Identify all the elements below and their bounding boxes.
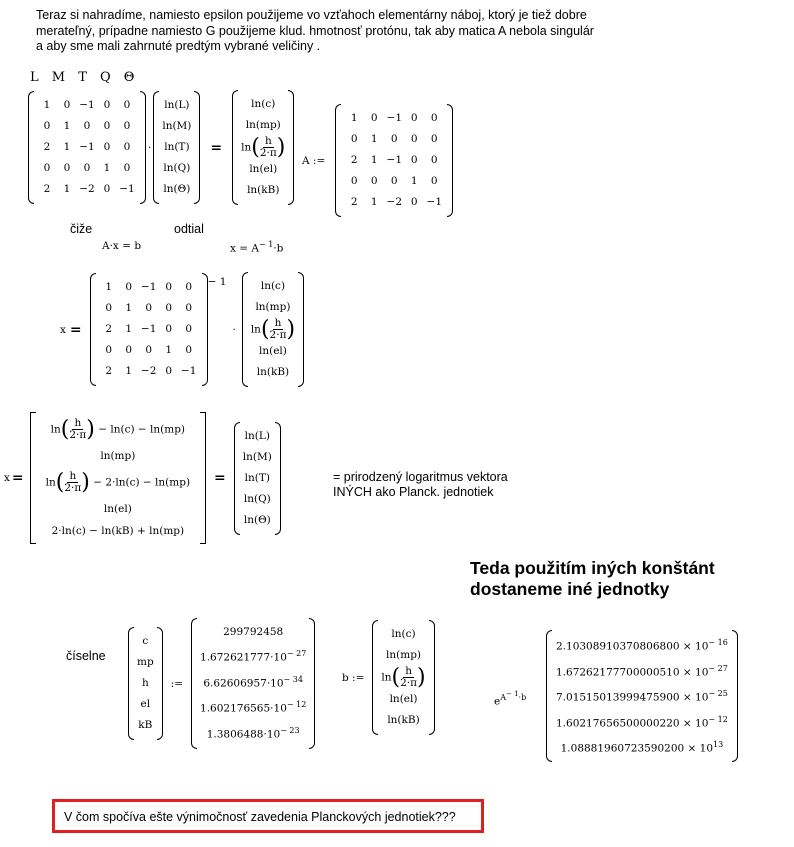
matrix-cell: 0 xyxy=(350,133,358,145)
matrix-cell: 0 xyxy=(43,162,51,174)
question-box xyxy=(52,799,484,833)
matrix-a-left xyxy=(28,91,146,204)
matrix-cell: 0 xyxy=(390,133,398,145)
headline: Teda použitím iných konštánt dostaneme iné jednotky xyxy=(470,558,715,599)
matrix-cell: 0 xyxy=(430,133,438,145)
equation-inverse: x = 1 0 −1 0 0 0 1 0 0 0 2 1 −1 0 0 0 0 0 1 0 2 1 −2 0 −1 $^{- 1}$ · ln(c) ln(mp) ln( $\frac{h}{2\cdot\pi}$ ) ln(el) ln(kB) xyxy=(60,272,304,387)
matrix-cell: 0 xyxy=(145,302,152,314)
matrix-cell: 0 xyxy=(370,112,378,124)
vector-ln-constants xyxy=(232,90,294,205)
eq-ax-b: A·x = b xyxy=(102,240,142,252)
matrix-cell: 0 xyxy=(165,302,172,314)
ln-constant-entry: ln(c) xyxy=(251,98,276,110)
matrix-cell: 0 xyxy=(105,344,112,356)
matrix-cell: 0 xyxy=(103,120,111,132)
matrix-cell: 0 xyxy=(103,183,111,195)
matrix-cell: −1 xyxy=(140,323,157,335)
matrix-cell: 0 xyxy=(410,112,418,124)
matrix-cell: 1 xyxy=(370,133,378,145)
matrix-cell: 1 xyxy=(63,141,71,153)
result-value-entry: $2.10308910370806800 \times 10^{- 16}$ xyxy=(556,638,728,653)
matrix-cell: 1 xyxy=(103,162,111,174)
matrix-cell: 1 xyxy=(43,99,51,111)
equation-result: x = ln( $\frac{h}{2\cdot\pi}$ ) − ln(c) − ln(mp) ln(mp) ln( $\frac{h}{2\cdot\pi}$ ) − 2·ln(c) − ln(mp) ln(el) 2·ln(c) − ln(kB) + ln(mp) = ln(L) ln(M) ln(T) ln(Q) ln(Θ) xyxy=(4,412,281,544)
odtial-label: odtial xyxy=(174,222,204,236)
matrix-cell: 0 xyxy=(123,99,131,111)
matrix-cell: 0 xyxy=(430,175,438,187)
matrix-cell: 0 xyxy=(350,175,358,187)
ln-constant-entry: ln(mp) xyxy=(386,649,422,661)
matrix-cell: 1 xyxy=(350,112,358,124)
matrix-cell: 0 xyxy=(165,323,172,335)
result-symbolic-vector xyxy=(30,412,206,544)
constant-name-entry: h xyxy=(141,677,149,689)
result-value-entry: $1.60217656500000220 \times 10^{- 12}$ xyxy=(556,714,728,729)
ln-unit-entry: ln(M) xyxy=(162,120,192,132)
result-entry: ln(el) xyxy=(103,503,132,515)
matrix-cell: 1 xyxy=(410,175,418,187)
dimension-labels: L M T Q Θ xyxy=(30,70,135,85)
ln-unit-entry: ln(Q) xyxy=(243,492,271,505)
result-numeric-vector xyxy=(546,630,738,762)
matrix-cell: 2 xyxy=(43,141,51,153)
constant-value-entry: $6.62606957\cdot 10^{- 34}$ xyxy=(203,674,303,689)
matrix-cell: 0 xyxy=(103,141,111,153)
matrix-cell: 1 xyxy=(125,323,132,335)
ln-constant-entry: ln(kB) xyxy=(256,366,290,378)
result-value-entry: $1.67262177700000510 \times 10^{- 27}$ xyxy=(556,663,728,678)
matrix-cell: 0 xyxy=(83,162,91,174)
matrix-cell: −1 xyxy=(140,281,157,293)
matrix-cell: 0 xyxy=(185,323,192,335)
result-entry: ln(mp) xyxy=(100,450,136,462)
matrix-cell: 2 xyxy=(105,323,112,335)
ln-unit-entry: ln(T) xyxy=(164,141,190,153)
result-entry: ln( $\frac{h}{2\cdot\pi}$ ) − ln(c) − ln(mp) xyxy=(50,416,186,442)
constants-numeric: c mp h el kB := 299792458 $1.672621777\cdot 10^{- 27}$ $6.62606957\cdot 10^{- 34}$ $1.602176565\cdot 10^{- 12}$ $1.3806488\cdot 10^{- 23}$ xyxy=(128,618,315,749)
ln-unit-entry: ln(Θ) xyxy=(163,183,191,195)
constant-name-entry: el xyxy=(140,698,151,710)
matrix-cell: 0 xyxy=(410,196,418,208)
ln-constant-entry: ln(c) xyxy=(260,280,286,292)
assign-a-label: A := xyxy=(302,154,326,167)
matrix-cell: 1 xyxy=(125,302,132,314)
result-value-entry: $7.01515013999475900 \times 10^{- 25}$ xyxy=(556,689,728,704)
matrix-cell: 0 xyxy=(165,281,172,293)
ln-constant-entry: ln(mp) xyxy=(245,119,281,131)
matrix-cell: 0 xyxy=(185,344,192,356)
constant-name-entry: c xyxy=(142,635,149,647)
matrix-cell: −1 xyxy=(180,365,197,377)
constant-values-vector xyxy=(191,618,315,749)
matrix-cell: 2 xyxy=(350,196,358,208)
vector-ln-units-2 xyxy=(234,422,281,535)
constant-names-vector xyxy=(128,627,163,740)
matrix-cell: 1 xyxy=(165,344,172,356)
matrix-cell: 0 xyxy=(125,281,132,293)
vector-b xyxy=(372,620,434,735)
matrix-cell: 2 xyxy=(105,365,112,377)
matrix-cell: −1 xyxy=(386,154,402,166)
assign-b: b := ln(c) ln(mp) ln( $\frac{h}{2\cdot\pi}$ ) ln(el) ln(kB) xyxy=(342,620,435,735)
matrix-cell: 1 xyxy=(105,281,112,293)
matrix-cell: 1 xyxy=(63,120,71,132)
matrix-cell: −1 xyxy=(386,112,402,124)
matrix-cell: −1 xyxy=(426,196,442,208)
ln-constant-entry: ln(el) xyxy=(249,163,278,175)
vector-ln-units xyxy=(153,91,200,204)
matrix-cell: 0 xyxy=(390,175,398,187)
matrix-cell: 0 xyxy=(125,344,132,356)
ln-constant-entry: ln(el) xyxy=(259,345,287,357)
constant-value-entry: $1.602176565\cdot 10^{- 12}$ xyxy=(200,700,307,715)
matrix-cell: 0 xyxy=(63,99,71,111)
vector-ln-constants-2 xyxy=(242,272,304,387)
matrix-cell: −1 xyxy=(79,141,95,153)
matrix-a-inverse xyxy=(90,273,208,386)
ln-constant-entry: ln(el) xyxy=(389,693,418,705)
matrix-cell: 0 xyxy=(103,99,111,111)
constant-name-entry: mp xyxy=(137,656,154,668)
ln-constant-entry: ln(kB) xyxy=(247,184,280,196)
ln-unit-entry: ln(Q) xyxy=(163,162,191,174)
matrix-cell: 0 xyxy=(410,154,418,166)
ln-constant-entry: ln(kB) xyxy=(387,714,420,726)
matrix-cell: 0 xyxy=(145,344,152,356)
matrix-cell: −1 xyxy=(119,183,135,195)
matrix-cell: 0 xyxy=(370,175,378,187)
assign-a xyxy=(302,104,453,217)
matrix-cell: 0 xyxy=(83,120,91,132)
result-entry: ln( $\frac{h}{2\cdot\pi}$ ) − 2·ln(c) − ln(mp) xyxy=(45,469,191,495)
ln-unit-entry: ln(M) xyxy=(242,450,272,463)
matrix-cell: 0 xyxy=(430,154,438,166)
ln-constant-entry: ln(c) xyxy=(391,628,416,640)
result-entry: 2·ln(c) − ln(kB) + ln(mp) xyxy=(51,525,185,537)
matrix-cell: 0 xyxy=(43,120,51,132)
constant-value-entry: 299792458 xyxy=(223,626,284,638)
equation-system: 1 0 −1 0 0 0 1 0 0 0 2 1 −1 0 0 0 0 0 1 0 2 1 −2 0 −1 · ln(L) ln(M) ln(T) ln(Q) ln(Θ) = ln(c) ln(mp) ln( $\frac{h}{2\cdot\pi}$ ) ln(el) ln(kB) xyxy=(28,90,294,205)
matrix-cell: −2 xyxy=(386,196,402,208)
ln-unit-entry: ln(T) xyxy=(244,471,270,484)
matrix-cell: 0 xyxy=(165,365,172,377)
matrix-cell: 0 xyxy=(123,162,131,174)
matrix-cell: 1 xyxy=(370,154,378,166)
matrix-cell: 0 xyxy=(185,302,192,314)
constant-value-entry: $1.3806488\cdot 10^{- 23}$ xyxy=(206,725,300,740)
matrix-cell: 0 xyxy=(430,112,438,124)
intro-paragraph: Teraz si nahradíme, namiesto epsilon použijeme vo vzťahoch elementárny náboj, ktorý je tiež dobre merateľný, prípadne namiesto G použijeme klud. hmotnosť protónu, tak aby matica A nebola singulár a aby sme mali zahrnuté predtým vybrané veličiny . xyxy=(36,8,594,53)
matrix-cell: 0 xyxy=(63,162,71,174)
ln-unit-entry: ln(Θ) xyxy=(243,513,271,526)
matrix-cell: 1 xyxy=(63,183,71,195)
matrix-cell: 0 xyxy=(123,120,131,132)
ln-unit-entry: ln(L) xyxy=(164,99,190,111)
matrix-cell: −1 xyxy=(79,99,95,111)
matrix-cell: 1 xyxy=(125,365,132,377)
ln-constant-entry: ln( $\frac{h}{2\cdot\pi}$ ) xyxy=(250,316,296,342)
matrix-cell: 1 xyxy=(370,196,378,208)
matrix-cell: 0 xyxy=(185,281,192,293)
ln-unit-entry: ln(L) xyxy=(244,429,270,442)
eq-x-inv: $x = A^{- 1}\cdot b$ xyxy=(230,240,284,255)
matrix-cell: −2 xyxy=(140,365,157,377)
question-text: V čom spočíva ešte výnimočnosť zavedenia Planckových jednotiek??? xyxy=(64,810,456,824)
ciselne-label: číselne xyxy=(66,649,106,663)
ln-constant-entry: ln(mp) xyxy=(255,301,291,313)
natural-log-note: = prirodzený logaritmus vektora INÝCH ako Planck. jednotiek xyxy=(333,470,508,499)
exp-label: $e^{A- 1\cdot b}$ xyxy=(494,690,527,708)
result-value-entry: $1.08881960723590200 \times 10^{13}$ xyxy=(560,740,724,755)
constant-value-entry: $1.672621777\cdot 10^{- 27}$ xyxy=(200,649,307,664)
matrix-cell: −2 xyxy=(79,183,95,195)
matrix-cell: 2 xyxy=(350,154,358,166)
matrix-a-def xyxy=(335,104,453,217)
matrix-cell: 0 xyxy=(105,302,112,314)
matrix-cell: 0 xyxy=(123,141,131,153)
ln-constant-entry: ln( $\frac{h}{2\cdot\pi}$ ) xyxy=(241,134,286,160)
matrix-cell: 2 xyxy=(43,183,51,195)
cize-label: čiže xyxy=(70,222,93,236)
matrix-cell: 0 xyxy=(410,133,418,145)
ln-constant-entry: ln( $\frac{h}{2\cdot\pi}$ ) xyxy=(381,664,426,690)
constant-name-entry: kB xyxy=(138,719,153,731)
